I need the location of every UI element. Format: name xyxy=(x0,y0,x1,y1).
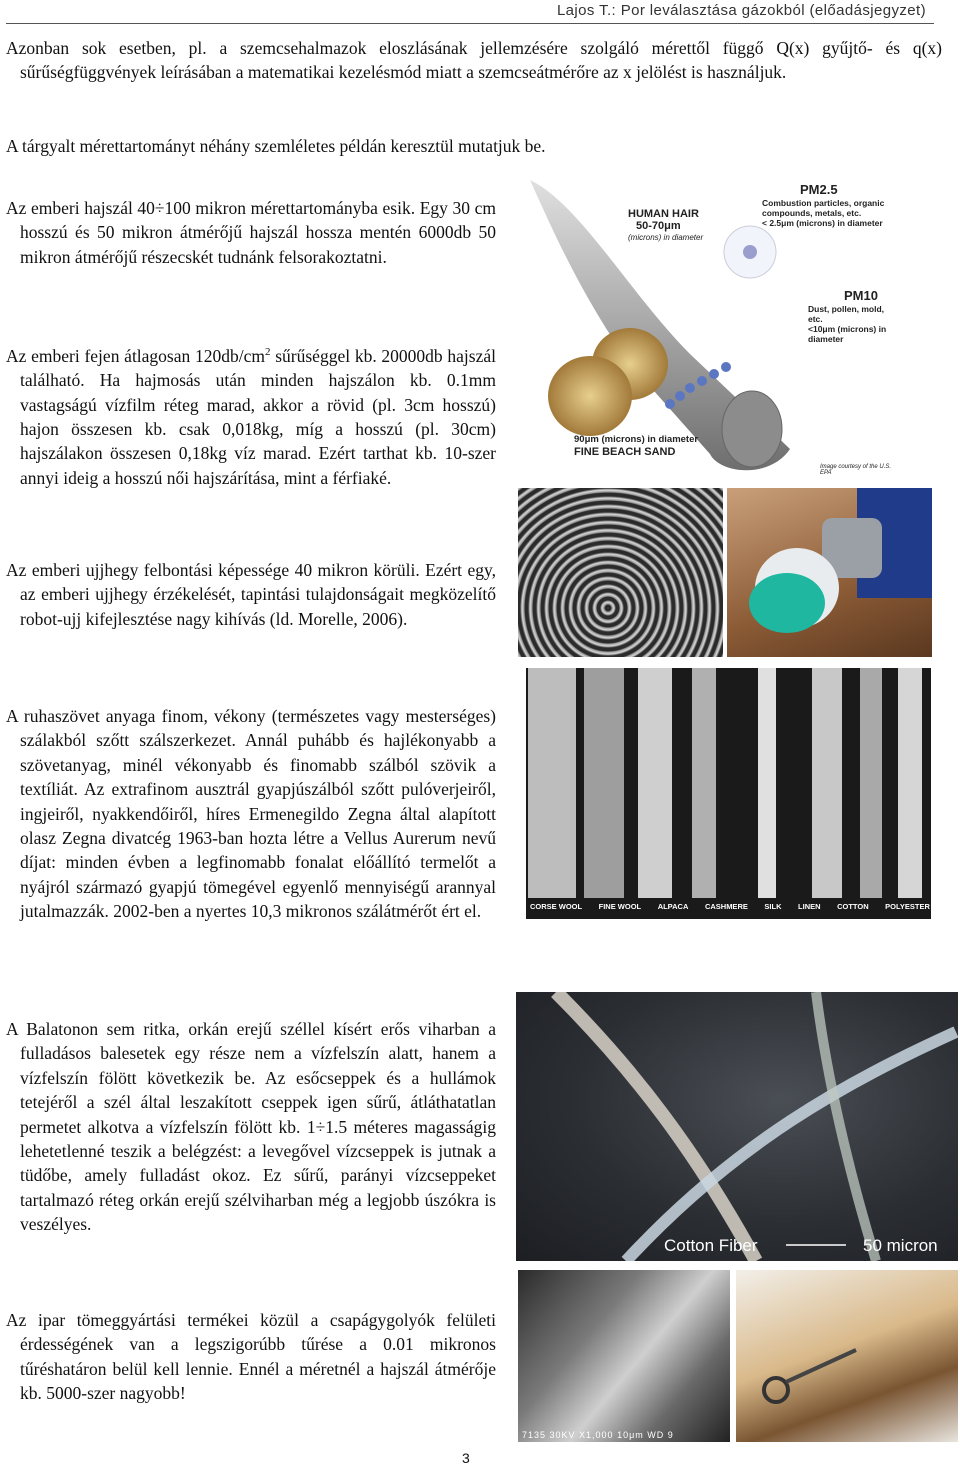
fiber-strip-polyester xyxy=(898,668,922,898)
cotton-fiber-drawing xyxy=(516,992,958,1261)
image-credit: Image courtesy of the U.S. EPA xyxy=(820,464,892,476)
hair-size-note: (microns) in diameter xyxy=(628,233,704,242)
fabric-paragraph: A ruhaszövet anyaga finom, vékony (természetes vagy mesterséges) szálakból szőtt szálszerkezet. Annál puhább és hajlékonyabb a szövetanyag, minél vékonyabb és finomabb szálból szövik a textíliát. Az extrafinom ausztrál gyapjúszálból szőtt pulóverjeiről, ingjeiről, nyakkendőiről, híres Ermenegildo Zegna által alapított olasz Zegna divatcég 1963-ban hozta létre a Vellus Aurerum nevű díjat: minden évben a legfinomabb fonalat előállító termelőt a nyájról származó gyapjú tömegével egyenlő mennyiségű arannyal jutalmazzák. 2002-ben a nyertes 10,3 mikronos szálátmérőt ért el. xyxy=(6,706,496,922)
cotton-strand-1 xyxy=(556,992,756,1261)
sand-title: FINE BEACH SAND xyxy=(574,446,676,458)
fiber-strip-cashmere xyxy=(692,668,716,898)
fiber-strip-cotton xyxy=(860,668,882,898)
cotton-strand-3 xyxy=(816,992,876,1261)
hair-paragraph-2 xyxy=(6,340,496,490)
cotton-fiber-image xyxy=(516,992,958,1261)
fiber-strip-linen xyxy=(812,668,842,898)
haircut-drawing xyxy=(736,1270,958,1442)
fiber-label: CASHMERE xyxy=(704,902,748,911)
robot-fingertip xyxy=(749,573,825,633)
header-rule xyxy=(6,23,934,24)
fiber-strips-drawing xyxy=(526,668,931,898)
robot-finger-image xyxy=(727,488,932,657)
pm25-particle xyxy=(743,245,757,259)
pm10-label: PM10 xyxy=(844,288,878,303)
hair-comparison-image xyxy=(520,174,900,476)
page-number: 3 xyxy=(462,1450,470,1466)
haircut-photo xyxy=(736,1270,958,1442)
fiber-label: COTTON xyxy=(837,902,869,911)
industry-paragraph: Az ipar tömeggyártási termékei közül a csapágygolyók felületi érdességének van a legszigorúbb tűrése a 0.01 mikronos tűréshatáron belül kell lennie. Ennél a méretnél a hajszál átmérője kb. 5000-szer nagyobb! xyxy=(6,1310,496,1404)
fiber-label: POLYESTER xyxy=(885,902,930,911)
fingertip-paragraph: Az emberi ujjhegy felbontási képessége 40 mikron körüli. Ezért egy, az emberi ujjhegy érzékelését, tapintási tulajdonságait megközelítő robot-ujj kifejlesztése nagy kihívás (ld. Morelle, 2006). xyxy=(6,560,496,629)
scissors-blade xyxy=(786,1350,856,1382)
hair-p2-text-a: Az emberi fejen átlagosan 120db/cm xyxy=(6,345,265,366)
balaton-paragraph: A Balatonon sem ritka, orkán erejű széllel kísért erős viharban a fulladásos balesetek egy része nem a vízfelszín alatt, hanem a vízfelszín fölött következik be. Az esőcseppek és a hullámok tetejéről a szél által leszakított cseppek igen sűrű, átláthatatlan permetet alkotva a vízfelszín fölött kb. 1÷1.5 méteres magasságig lehetetlenné teszik a belégzést: a levegővel vízcseppek is jutnak a tüdőbe, amely fulladást okoz. Ez sűrű, parányi vízcseppeket tartalmazó réteg orkán erejű szélviharban még a legjobb úszókra is veszélyes. xyxy=(6,1019,496,1235)
intro-paragraph: Azonban sok esetben, pl. a szemcsehalmazok eloszlásának jellemzésére szolgáló mérettől függő Q(x) gyűjtő- és q(x) sűrűségfüggvények leírásában a matematikai kezelésmód miatt a szemcseátmérőre az x jelölést is használjuk. xyxy=(6,38,942,83)
fiber-strip-corse-wool xyxy=(528,668,576,898)
pm25-desc-1: Combustion particles, organic xyxy=(762,198,885,208)
cotton-strand-2 xyxy=(626,1032,956,1261)
cotton-fiber-label: Cotton Fiber xyxy=(664,1236,758,1255)
fingerprint-image xyxy=(518,488,723,657)
pm25-desc-3: < 2.5μm (microns) in diameter xyxy=(762,218,883,228)
fiber-strip-alpaca xyxy=(638,668,672,898)
fiber-strip-fine-wool xyxy=(584,668,624,898)
hair-title: HUMAN HAIR xyxy=(628,208,699,220)
fiber-label: LINEN xyxy=(798,902,821,911)
fiber-labels-row xyxy=(530,902,930,911)
scissors-handle xyxy=(764,1378,788,1402)
hair-p2-text-b: sűrűséggel kb. 20000db hajszál található. Ha hajmosás után minden hajszálon kb. 0.1mm vastagságú vízfilm réteg marad, akkor a rövid (pl. 3cm hosszú) hajon összesen kb. csak 0,018kg, míg a hosszú (pl. 30cm) hajszálakon összesen 0,18kg víz marad. Ezért tarthat kb. 10-szer annyi ideig a hosszú női hajszárítása, mint a férfiaké. xyxy=(20,345,497,488)
fiber-label: FINE WOOL xyxy=(598,902,642,911)
fiber-strip-silk xyxy=(758,668,776,898)
scale-bar-label: 50 micron xyxy=(863,1236,938,1255)
hair-p2-sup: 2 xyxy=(265,346,271,358)
hair-size: 50-70μm xyxy=(636,220,681,232)
robot-finger-drawing xyxy=(727,488,932,657)
pm10-description xyxy=(808,304,900,344)
fiber-label: CORSE WOOL xyxy=(530,902,583,911)
pm25-label: PM2.5 xyxy=(800,182,838,197)
pm25-desc-2: compounds, metals, etc. xyxy=(762,208,862,218)
hair-cross-section xyxy=(722,391,782,467)
fiber-label: SILK xyxy=(764,902,782,911)
pm25-description xyxy=(762,198,884,228)
running-header: Lajos T.: Por leválasztása gázokból (előadásjegyzet) xyxy=(556,2,926,19)
pm10-desc-1: Dust, pollen, mold, etc. xyxy=(808,304,885,324)
fiber-label: ALPACA xyxy=(657,902,689,911)
hair-caption xyxy=(628,208,703,244)
sand-grain-2 xyxy=(548,356,632,436)
intro-sentence: A tárgyalt mérettartományt néhány szemléletes példán keresztül mutatjuk be. xyxy=(6,136,546,156)
sand-size: 90μm (microns) in diameter xyxy=(574,434,699,445)
fiber-comparison-image xyxy=(526,668,931,919)
sem-caption: 7135 30KV X1,000 10μm WD 9 xyxy=(522,1430,674,1440)
hair-sem-image xyxy=(518,1270,730,1442)
sand-caption xyxy=(574,434,698,458)
hair-paragraph-1: Az emberi hajszál 40÷100 mikron mérettartományba esik. Egy 30 cm hosszú és 50 mikron átmérőjű hajszál hossza mentén 6000db 50 mikron átmérőjű részecskét tudnánk felsorakoztatni. xyxy=(6,198,496,267)
pm10-desc-2: <10μm (microns) in diameter xyxy=(808,324,887,344)
